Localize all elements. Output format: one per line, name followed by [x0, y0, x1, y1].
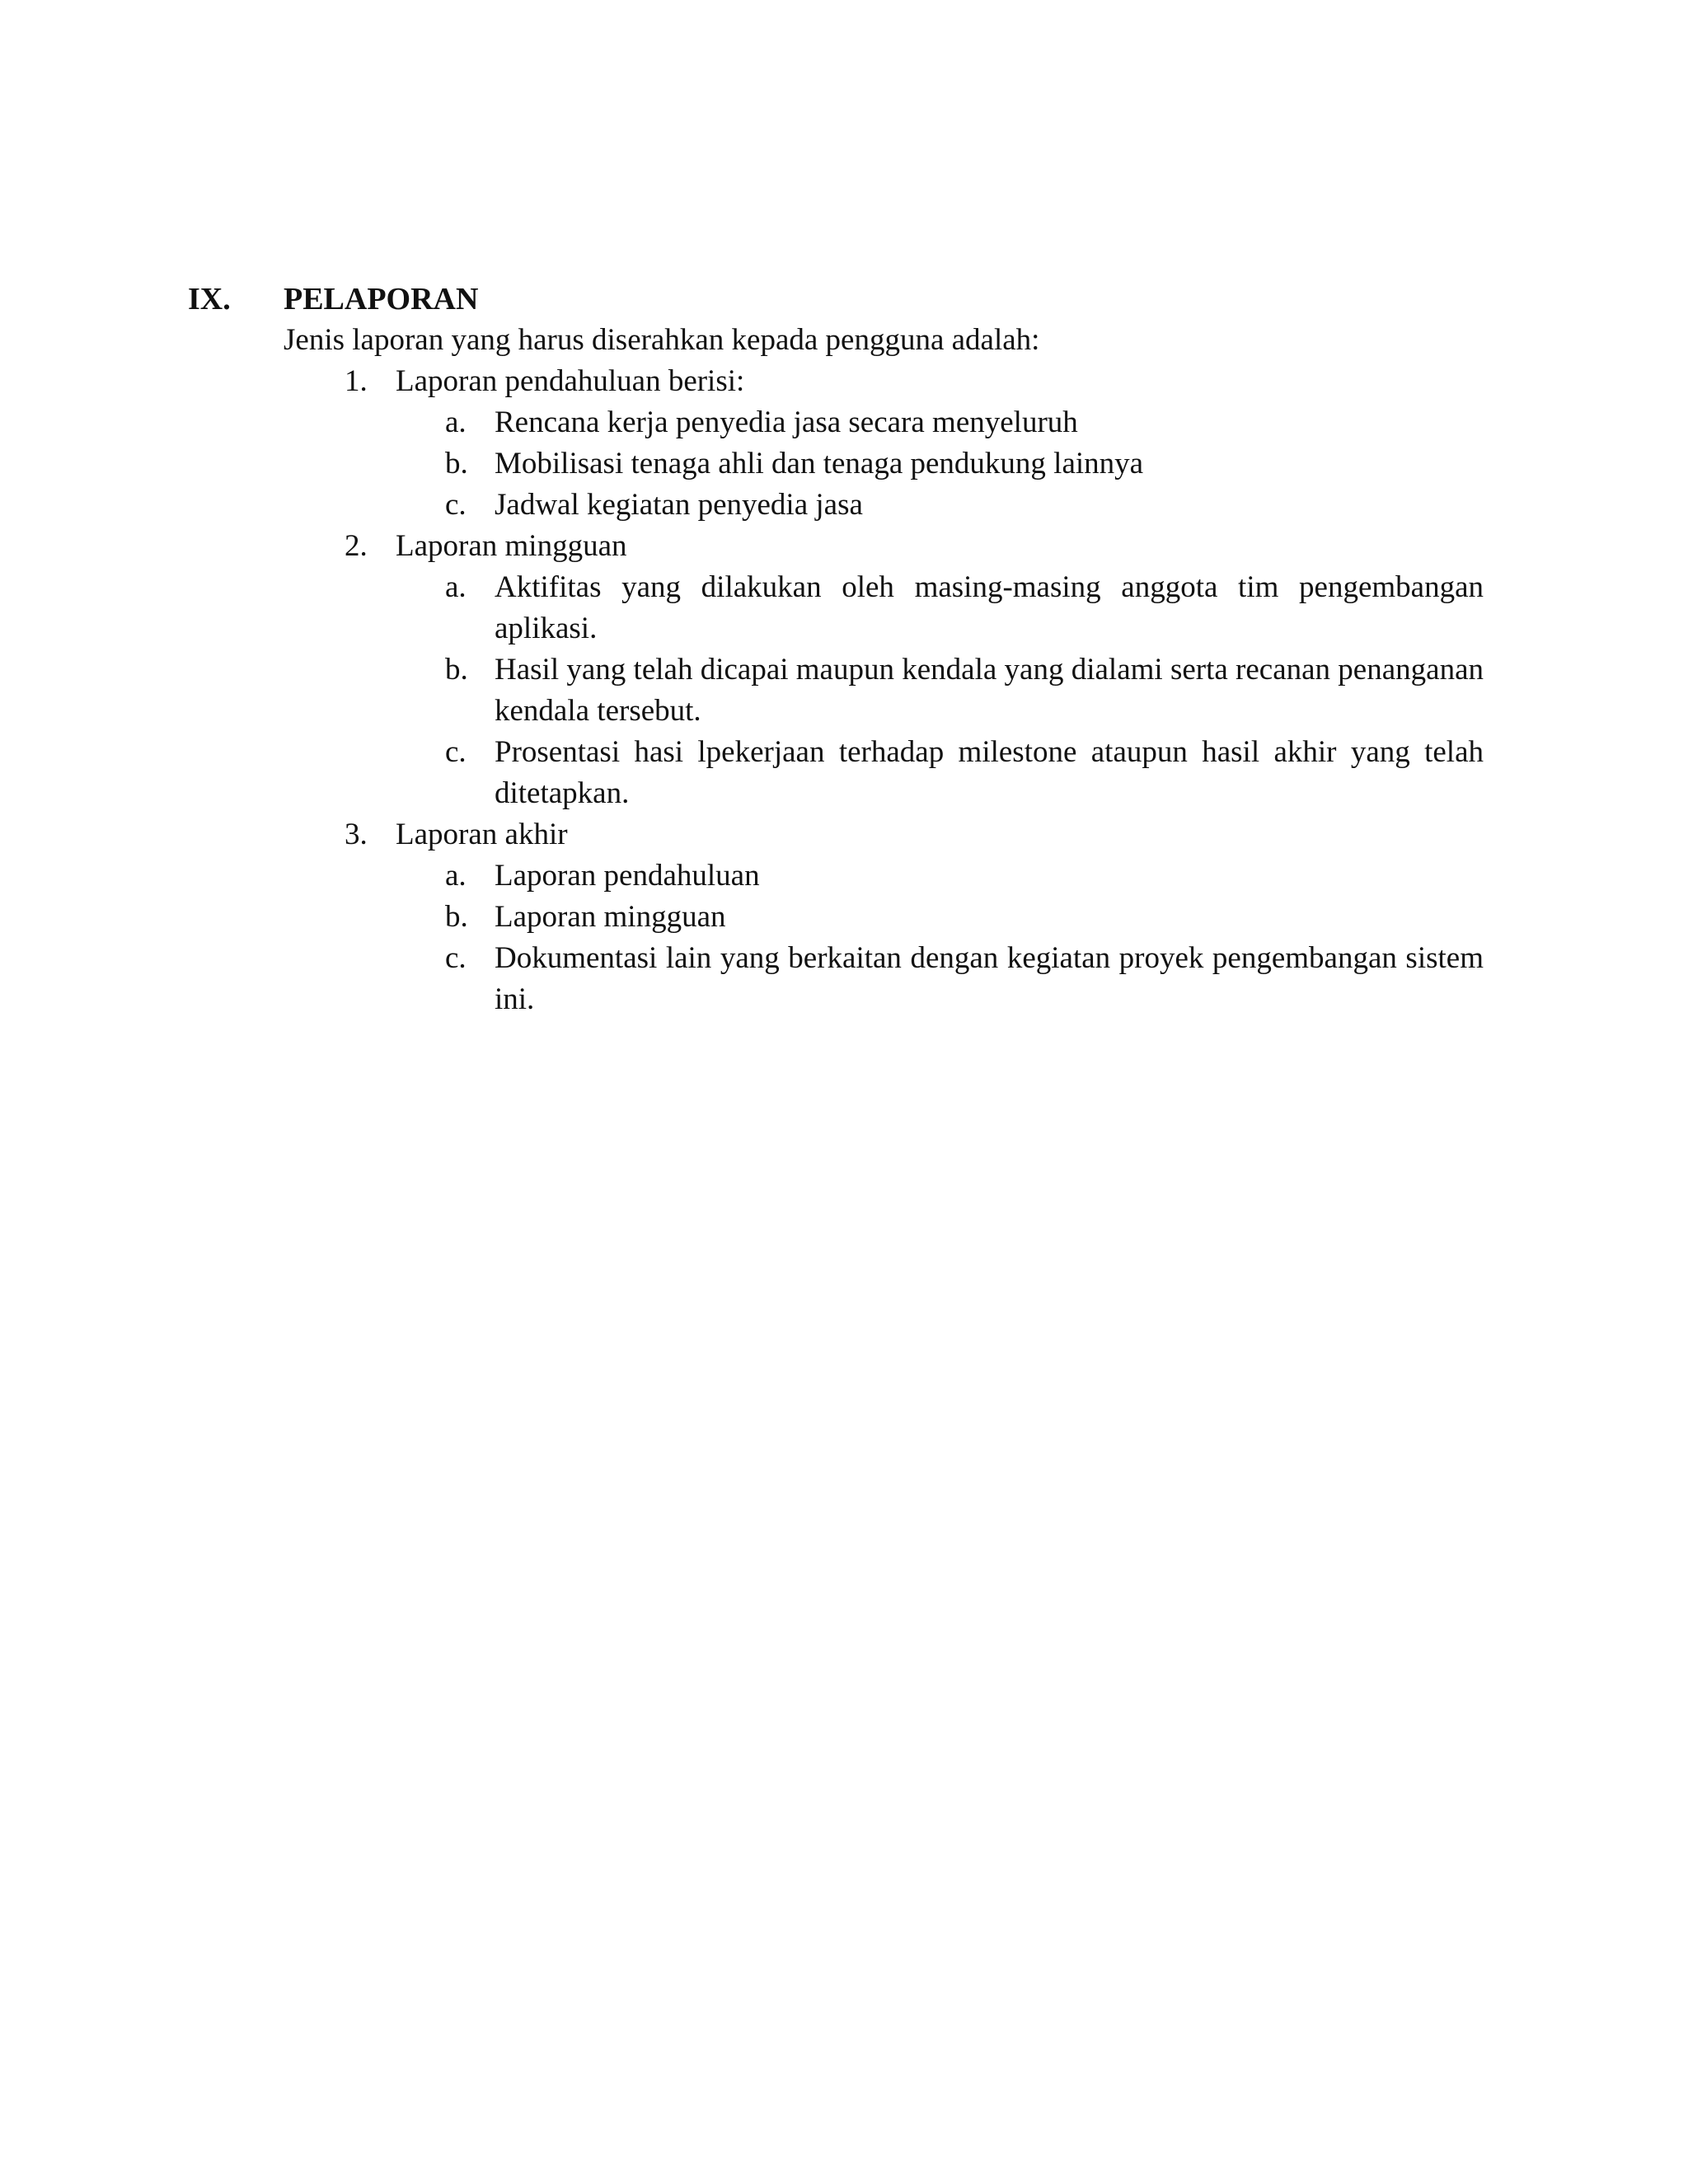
list-item-label: Laporan mingguan — [396, 529, 627, 563]
sub-item — [0, 649, 1484, 732]
sub-item-letter: a. — [445, 405, 467, 439]
list-item-number: 3. — [345, 818, 368, 851]
sub-item-letter: a. — [445, 859, 467, 893]
sub-item-text: Laporan pendahuluan — [495, 859, 760, 893]
list-item — [0, 361, 1484, 402]
sub-item-text: Aktifitas yang dilakukan oleh masing-masing anggota tim pengembangan aplikasi. — [495, 570, 1484, 645]
section-intro: Jenis laporan yang harus diserahkan kepada pengguna adalah: — [284, 323, 1040, 357]
sub-item-letter: b. — [445, 447, 468, 480]
sub-item-letter: b. — [445, 900, 468, 934]
sub-item-text: Hasil yang telah dicapai maupun kendala yang dialami serta recanan penanganan kendala tersebut. — [495, 653, 1484, 728]
list-item-number: 2. — [345, 529, 368, 563]
sub-item-text: Laporan mingguan — [495, 900, 726, 934]
sub-item — [0, 402, 1484, 443]
report-list — [0, 361, 1688, 1020]
list-item-label: Laporan pendahuluan berisi: — [396, 364, 745, 398]
sub-item — [0, 443, 1484, 485]
sub-item — [0, 897, 1484, 938]
sub-item-text: Prosentasi hasi lpekerjaan terhadap milestone ataupun hasil akhir yang telah ditetapkan. — [495, 735, 1484, 810]
list-item-number: 1. — [345, 364, 368, 398]
sub-item-text: Mobilisasi tenaga ahli dan tenaga pendukung lainnya — [495, 447, 1144, 480]
sub-item — [0, 732, 1484, 814]
sub-item-text: Rencana kerja penyedia jasa secara menyeluruh — [495, 405, 1078, 439]
sub-item-letter: b. — [445, 653, 468, 687]
sub-item-letter: c. — [445, 488, 467, 522]
list-item-label: Laporan akhir — [396, 818, 568, 851]
sub-item — [0, 855, 1484, 897]
sub-item — [0, 938, 1484, 1020]
list-item — [0, 814, 1484, 855]
sub-item-letter: c. — [445, 941, 467, 975]
sub-item — [0, 567, 1484, 649]
section-title: PELAPORAN — [284, 282, 479, 316]
sub-item-letter: a. — [445, 570, 467, 604]
sub-item-text: Jadwal kegiatan penyedia jasa — [495, 488, 863, 522]
sub-item — [0, 485, 1484, 526]
list-item — [0, 526, 1484, 567]
section-number: IX. — [188, 282, 231, 316]
sub-item-letter: c. — [445, 735, 467, 769]
sub-item-text: Dokumentasi lain yang berkaitan dengan kegiatan proyek pengembangan sistem ini. — [495, 941, 1484, 1016]
